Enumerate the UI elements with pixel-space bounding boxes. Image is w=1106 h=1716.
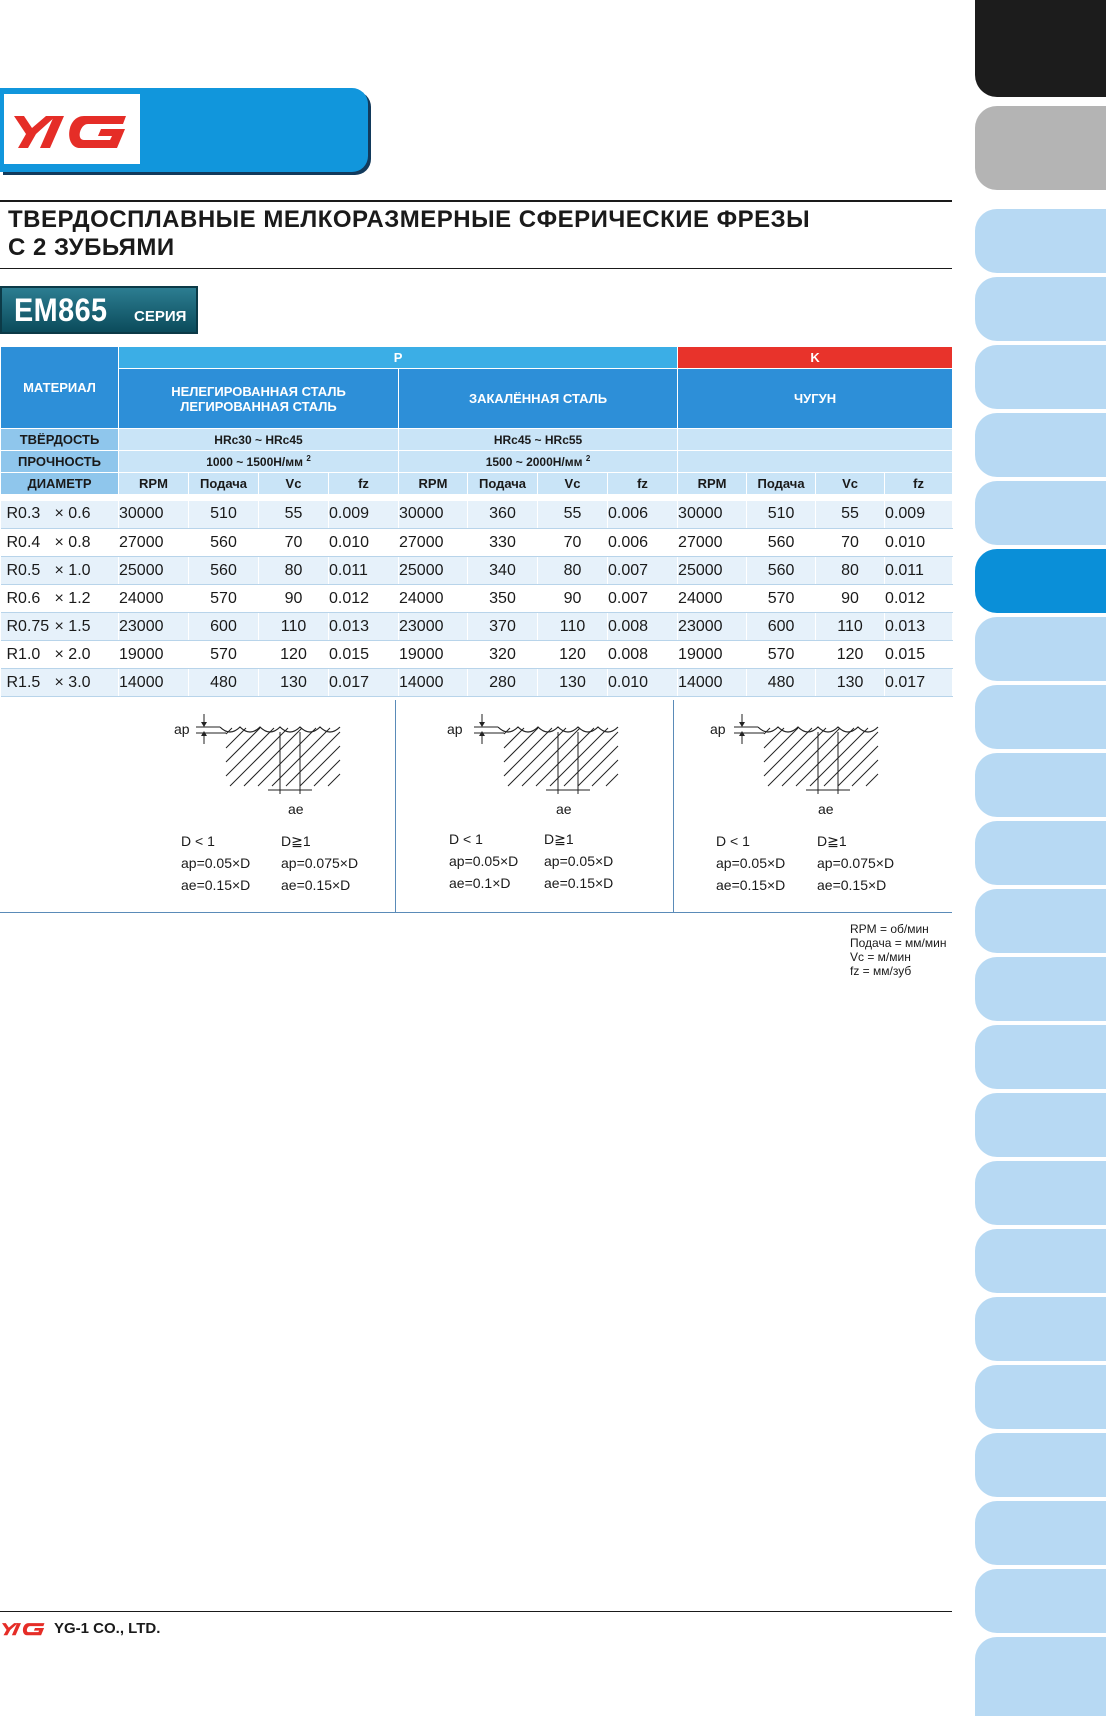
ae-label: ae <box>288 801 304 817</box>
col-header-feed: Подача <box>747 473 816 495</box>
cell: 55 <box>816 501 885 529</box>
side-tab-4[interactable] <box>975 277 1106 341</box>
strength-label: ПРОЧНОСТЬ <box>1 451 119 473</box>
cell: 130 <box>816 669 885 697</box>
col-header-fz: fz <box>329 473 399 495</box>
ap-value-large: ap=0.05×D <box>544 853 614 869</box>
cell: 560 <box>747 529 816 557</box>
hardness-2: HRc45 ~ HRc55 <box>399 429 678 451</box>
cell: 90 <box>816 585 885 613</box>
cell: 90 <box>259 585 329 613</box>
strength-2-value: 1500 ~ 2000Н/мм <box>485 455 583 469</box>
cell: 510 <box>189 501 259 529</box>
strength-2 <box>399 451 678 473</box>
cell: 23000 <box>399 613 468 641</box>
cell: 570 <box>189 641 259 669</box>
ap-label: ap <box>174 721 190 737</box>
diameter-size: × 1.0 <box>54 561 91 579</box>
cell: 570 <box>747 585 816 613</box>
col-header-vc: Vc <box>816 473 885 495</box>
cell: 0.012 <box>885 585 953 613</box>
side-tab-20[interactable] <box>975 1365 1106 1429</box>
col-header-rpm: RPM <box>678 473 747 495</box>
diameter-radius: R0.6 <box>6 589 41 607</box>
ae-value-small: ae=0.1×D <box>449 875 511 891</box>
cell: 80 <box>259 557 329 585</box>
ae-value-small: ae=0.15×D <box>716 877 786 893</box>
side-tab-5[interactable] <box>975 345 1106 409</box>
yg-logo-icon <box>14 108 130 150</box>
cell: 370 <box>468 613 538 641</box>
cell: 25000 <box>399 557 468 585</box>
diameter-cell <box>1 585 119 613</box>
ae-label: ae <box>818 801 834 817</box>
cell: 0.010 <box>329 529 399 557</box>
cell: 0.009 <box>329 501 399 529</box>
ae-value-large: ae=0.15×D <box>544 875 614 891</box>
cell: 600 <box>189 613 259 641</box>
condition-d-lt-1: D < 1 <box>181 833 215 849</box>
table-row <box>1 585 953 613</box>
cell: 0.013 <box>329 613 399 641</box>
table-row <box>1 529 953 557</box>
condition-d-lt-1: D < 1 <box>716 833 750 849</box>
diameter-radius: R0.75 <box>6 617 50 635</box>
side-tab-6[interactable] <box>975 413 1106 477</box>
cell: 55 <box>259 501 329 529</box>
side-tab-9[interactable] <box>975 617 1106 681</box>
ap-value-large: ap=0.075×D <box>817 855 895 871</box>
cell: 90 <box>538 585 608 613</box>
table-row <box>1 613 953 641</box>
cell: 23000 <box>119 613 189 641</box>
cutting-profile-icon <box>448 712 638 804</box>
strength-1-value: 1000 ~ 1500Н/мм <box>206 455 304 469</box>
cutting-conditions-table <box>0 346 953 697</box>
cell: 480 <box>189 669 259 697</box>
cell: 120 <box>816 641 885 669</box>
cell: 70 <box>259 529 329 557</box>
diameter-radius: R1.0 <box>6 645 41 663</box>
cell: 30000 <box>119 501 189 529</box>
ap-value-large: ap=0.075×D <box>281 855 359 871</box>
cell: 570 <box>747 641 816 669</box>
cell: 24000 <box>399 585 468 613</box>
machining-diagram-1 <box>0 700 395 912</box>
cell: 0.009 <box>885 501 953 529</box>
side-tab-24[interactable] <box>975 1637 1106 1716</box>
side-tabs <box>975 0 1106 1716</box>
side-tab-8-active[interactable] <box>975 549 1106 613</box>
side-tab-13[interactable] <box>975 889 1106 953</box>
ap-label: ap <box>710 721 726 737</box>
group-k-header: K <box>678 347 953 369</box>
side-tab-21[interactable] <box>975 1433 1106 1497</box>
ap-value-small: ap=0.05×D <box>716 855 786 871</box>
legend-feed: Подача = мм/мин <box>850 936 947 950</box>
ap-label: ap <box>447 721 463 737</box>
cell: 0.006 <box>608 529 678 557</box>
logo-banner <box>0 88 368 172</box>
side-tab-18[interactable] <box>975 1229 1106 1293</box>
condition-d-lt-1: D < 1 <box>449 831 483 847</box>
cell: 0.012 <box>329 585 399 613</box>
footer-rule <box>0 1611 952 1612</box>
cell: 0.006 <box>608 501 678 529</box>
units-legend <box>850 922 946 978</box>
cell: 110 <box>538 613 608 641</box>
cell: 70 <box>538 529 608 557</box>
diameter-cell <box>1 501 119 529</box>
cell: 0.011 <box>885 557 953 585</box>
diameter-cell <box>1 669 119 697</box>
cell: 0.010 <box>608 669 678 697</box>
cell: 19000 <box>399 641 468 669</box>
strength-3 <box>678 451 953 473</box>
cell: 0.007 <box>608 557 678 585</box>
cell: 30000 <box>399 501 468 529</box>
diameter-cell <box>1 529 119 557</box>
cell: 25000 <box>678 557 747 585</box>
cell: 330 <box>468 529 538 557</box>
side-tab-23[interactable] <box>975 1569 1106 1633</box>
cell: 0.010 <box>885 529 953 557</box>
col-header-feed: Подача <box>468 473 538 495</box>
cell: 0.015 <box>885 641 953 669</box>
col-header-fz: fz <box>885 473 953 495</box>
diameter-radius: R0.4 <box>6 533 41 551</box>
cell: 27000 <box>119 529 189 557</box>
title-rule-bottom <box>0 268 952 269</box>
side-tab-15[interactable] <box>975 1025 1106 1089</box>
col-header-rpm: RPM <box>119 473 189 495</box>
cell: 560 <box>189 529 259 557</box>
strength-1 <box>119 451 399 473</box>
diameter-radius: R1.5 <box>6 673 41 691</box>
hardness-1: HRc30 ~ HRc45 <box>119 429 399 451</box>
strength-1-sup: 2 <box>306 454 311 463</box>
cell: 14000 <box>678 669 747 697</box>
side-tab-19[interactable] <box>975 1297 1106 1361</box>
col-header-vc: Vc <box>259 473 329 495</box>
diameter-size: × 0.6 <box>54 505 91 523</box>
legend-fz: fz = мм/зуб <box>850 964 912 978</box>
cell: 24000 <box>678 585 747 613</box>
legend-vc: Vc = м/мин <box>850 950 911 964</box>
side-tab-2[interactable] <box>975 106 1106 190</box>
diameter-header: ДИАМЕТР <box>1 473 119 495</box>
cell: 600 <box>747 613 816 641</box>
ae-label: ae <box>556 801 572 817</box>
diameter-size: × 1.2 <box>54 589 91 607</box>
side-tab-17[interactable] <box>975 1161 1106 1225</box>
cell: 570 <box>189 585 259 613</box>
diameter-cell <box>1 557 119 585</box>
table-row <box>1 669 953 697</box>
footer-yg-logo-icon <box>2 1620 46 1636</box>
ap-value-small: ap=0.05×D <box>449 853 519 869</box>
ae-value-large: ae=0.15×D <box>817 877 887 893</box>
strength-2-sup: 2 <box>585 454 591 463</box>
cell: 350 <box>468 585 538 613</box>
cell: 55 <box>538 501 608 529</box>
cell: 0.011 <box>329 557 399 585</box>
condition-d-ge-1: D≧1 <box>817 833 847 849</box>
cell: 27000 <box>678 529 747 557</box>
cell: 19000 <box>678 641 747 669</box>
material-1-header <box>119 369 399 429</box>
title-line-2: С 2 ЗУБЬЯМИ <box>8 234 175 261</box>
cell: 23000 <box>678 613 747 641</box>
cell: 14000 <box>399 669 468 697</box>
material-header: МАТЕРИАЛ <box>1 347 119 429</box>
series-code: EM865 <box>14 292 108 328</box>
diameter-cell <box>1 613 119 641</box>
cell: 80 <box>538 557 608 585</box>
material-1-line2: ЛЕГИРОВАННАЯ СТАЛЬ <box>180 398 337 414</box>
condition-d-ge-1: D≧1 <box>281 833 311 849</box>
ae-value-large: ae=0.15×D <box>281 877 351 893</box>
ae-value-small: ae=0.15×D <box>181 877 251 893</box>
side-tab-12[interactable] <box>975 821 1106 885</box>
diameter-radius: R0.5 <box>6 561 41 579</box>
title-line-1: ТВЕРДОСПЛАВНЫЕ МЕЛКОРАЗМЕРНЫЕ СФЕРИЧЕСКИЕ ФРЕЗЫ <box>8 206 811 233</box>
cell: 19000 <box>119 641 189 669</box>
cell: 480 <box>747 669 816 697</box>
diameter-size: × 1.5 <box>54 617 91 635</box>
cell: 320 <box>468 641 538 669</box>
side-tab-14[interactable] <box>975 957 1106 1021</box>
side-tab-7[interactable] <box>975 481 1106 545</box>
side-tab-10[interactable] <box>975 685 1106 749</box>
side-tab-22[interactable] <box>975 1501 1106 1565</box>
cell: 14000 <box>119 669 189 697</box>
side-tab-3[interactable] <box>975 209 1106 273</box>
cell: 560 <box>747 557 816 585</box>
cell: 360 <box>468 501 538 529</box>
col-header-feed: Подача <box>189 473 259 495</box>
table-row <box>1 557 953 585</box>
cell: 130 <box>259 669 329 697</box>
cell: 0.013 <box>885 613 953 641</box>
cell: 110 <box>259 613 329 641</box>
page-title <box>8 206 948 262</box>
hardness-3 <box>678 429 953 451</box>
ap-value-small: ap=0.05×D <box>181 855 251 871</box>
col-header-rpm: RPM <box>399 473 468 495</box>
cell: 70 <box>816 529 885 557</box>
diameter-cell <box>1 641 119 669</box>
condition-d-ge-1: D≧1 <box>544 831 574 847</box>
cell: 24000 <box>119 585 189 613</box>
cell: 0.008 <box>608 641 678 669</box>
col-header-vc: Vc <box>538 473 608 495</box>
cell: 560 <box>189 557 259 585</box>
cutting-profile-icon <box>170 712 360 804</box>
table-row <box>1 501 953 529</box>
machining-diagram-3 <box>673 700 953 912</box>
brand-logo <box>4 94 140 164</box>
side-tab-16[interactable] <box>975 1093 1106 1157</box>
legend-rpm: RPM = об/мин <box>850 922 929 936</box>
title-rule-top <box>0 200 952 202</box>
diameter-size: × 2.0 <box>54 645 91 663</box>
diameter-size: × 3.0 <box>54 673 91 691</box>
material-2-header: ЗАКАЛЁННАЯ СТАЛЬ <box>399 369 678 429</box>
cell: 0.015 <box>329 641 399 669</box>
cutting-profile-icon <box>708 712 898 804</box>
cell: 80 <box>816 557 885 585</box>
side-tab-1[interactable] <box>975 0 1106 97</box>
table-row <box>1 641 953 669</box>
material-1-line1: НЕЛЕГИРОВАННАЯ СТАЛЬ <box>171 383 346 399</box>
group-p-header: P <box>119 347 678 369</box>
series-badge <box>0 286 198 334</box>
cell: 0.007 <box>608 585 678 613</box>
cell: 120 <box>538 641 608 669</box>
cell: 30000 <box>678 501 747 529</box>
hardness-label: ТВЁРДОСТЬ <box>1 429 119 451</box>
material-3-header: ЧУГУН <box>678 369 953 429</box>
machining-diagram-2 <box>395 700 674 912</box>
cell: 25000 <box>119 557 189 585</box>
series-label: СЕРИЯ <box>134 308 187 325</box>
machining-parameters-area <box>0 700 952 913</box>
cell: 120 <box>259 641 329 669</box>
cell: 0.017 <box>885 669 953 697</box>
side-tab-11[interactable] <box>975 753 1106 817</box>
cell: 27000 <box>399 529 468 557</box>
diameter-size: × 0.8 <box>54 533 91 551</box>
cell: 0.017 <box>329 669 399 697</box>
cell: 280 <box>468 669 538 697</box>
cell: 0.008 <box>608 613 678 641</box>
cell: 130 <box>538 669 608 697</box>
col-header-fz: fz <box>608 473 678 495</box>
cell: 110 <box>816 613 885 641</box>
company-name: YG-1 CO., LTD. <box>54 1620 161 1637</box>
cell: 510 <box>747 501 816 529</box>
cell: 340 <box>468 557 538 585</box>
diameter-radius: R0.3 <box>6 505 41 523</box>
